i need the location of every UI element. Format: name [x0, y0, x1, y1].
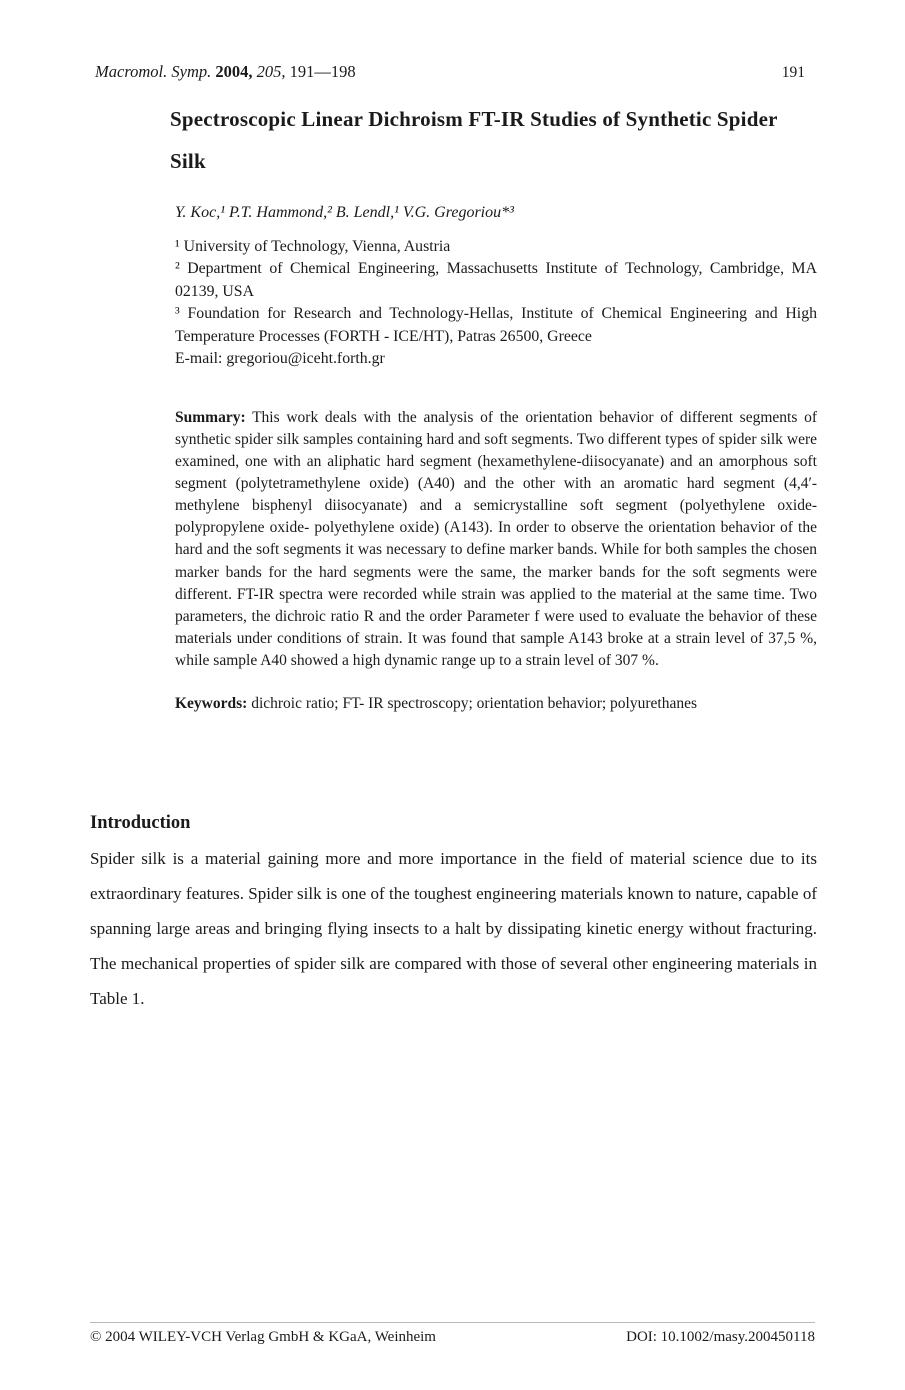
introduction-paragraph: Spider silk is a material gaining more and more importance in the field of material science due to its extraordinary features. Spider silk is one of the toughest engineering materials known to nature, capable of spanning large areas and bringing flying insects to a halt by dissipating kinetic energy without fracturing. The mechanical properties of spider silk are compared with those of several other engineering materials in Table 1. [90, 849, 817, 1008]
journal-pages: 191—198 [289, 62, 356, 81]
copyright-notice: © 2004 WILEY-VCH Verlag GmbH & KGaA, Weinheim [90, 1329, 436, 1345]
author-line: Y. Koc,¹ P.T. Hammond,² B. Lendl,¹ V.G. Gregoriou*³ [175, 204, 514, 221]
affiliation-2: ² Department of Chemical Engineering, Massachusetts Institute of Technology, Cambridge, MA 02139, USA [175, 260, 817, 300]
journal-volume: 205, [256, 62, 286, 81]
journal-citation [95, 62, 356, 82]
keywords-label: Keywords: [175, 695, 248, 713]
affiliation-3: ³ Foundation for Research and Technology-Hellas, Institute of Chemical Engineering and High Temperature Processes (FORTH - ICE/HT), Patras 26500, Greece [175, 305, 817, 345]
journal-year: 2004, [215, 62, 253, 81]
running-head [95, 62, 805, 82]
keywords-block [175, 695, 817, 713]
page-number: 191 [781, 64, 805, 81]
keywords-text: dichroic ratio; FT- IR spectroscopy; orientation behavior; polyurethanes [251, 695, 698, 713]
doi-text: DOI: 10.1002/masy.200450118 [626, 1329, 815, 1345]
summary-block [175, 407, 817, 673]
introduction-heading: Introduction [90, 813, 191, 834]
summary-label: Summary: [175, 408, 246, 426]
article-title: Spectroscopic Linear Dichroism FT-IR Studies of Synthetic Spider Silk [170, 107, 778, 173]
affiliation-1: ¹ University of Technology, Vienna, Austria [175, 238, 451, 255]
affiliations-block [175, 236, 817, 371]
summary-text: This work deals with the analysis of the orientation behavior of different segments of synthetic spider silk samples containing hard and soft segments. Two different types of spider silk were examined, one with an aliphatic hard segment (hexamethylene-diisocyanate) and an amorphous soft segment (polytetramethylene oxide) (A40) and the other with an aromatic hard segment (4,4′-methylene bisphenyl diisocyanate) and a semicrystalline soft segment (polyethylene oxide-polypropylene oxide- polyethylene oxide) (A143). In order to observe the orientation behavior of the hard and the soft segments it was necessary to define marker bands. While for both samples the chosen marker bands for the hard segments were the same, the marker bands for the soft segments were different. FT-IR spectra were recorded while strain was applied to the material at the same time. Two parameters, the dichroic ratio R and the order Parameter f were used to evaluate the behavior of these materials under conditions of strain. It was found that sample A143 broke at a strain level of 37,5 %, while sample A40 showed a high dynamic range up to a strain level of 307 %. [175, 408, 817, 670]
email-line: E-mail: gregoriou@iceht.forth.gr [175, 350, 385, 368]
journal-name: Macromol. Symp. [95, 62, 212, 81]
page-footer [90, 1322, 815, 1346]
